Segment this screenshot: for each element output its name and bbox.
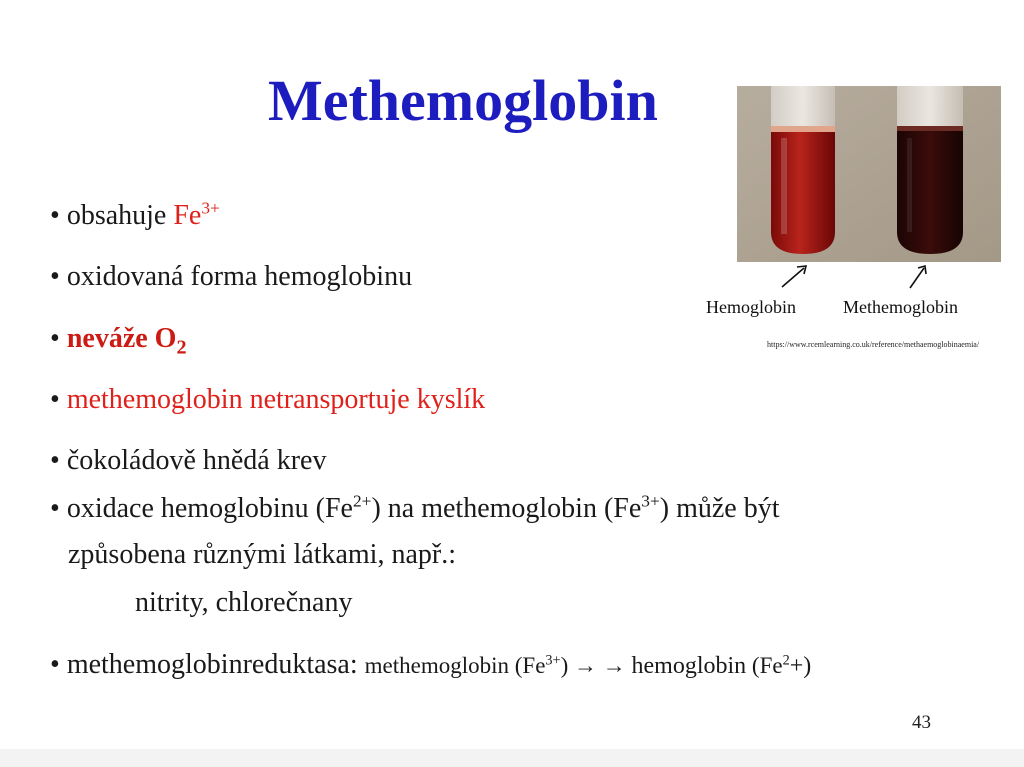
reaction-text: methemoglobin $(Fe^{3+})$ → → hemoglobin $(Fe^2+)$ bbox=[364, 652, 812, 679]
bullet-text: čokoládově hnědá krev bbox=[66, 445, 327, 476]
bullet-item-6-continuation: způsobena různými látkami, např.: bbox=[68, 539, 456, 570]
slide-footer-band bbox=[0, 749, 1024, 767]
bullet-text: oxidovaná forma hemoglobinu bbox=[66, 261, 413, 292]
bullet-item-6-examples: nitrity, chlorečnany bbox=[135, 587, 353, 618]
page-number: 43 bbox=[912, 712, 931, 733]
bullet-text: obsahuje bbox=[66, 200, 174, 231]
figure-source-url[interactable]: https://www.rcemlearning.co.uk/reference/methaemoglobinaemia/ bbox=[767, 340, 980, 349]
bullet-item-1 bbox=[50, 199, 220, 233]
bullet-marker: • bbox=[50, 323, 60, 354]
bullet-item-6 bbox=[50, 492, 780, 526]
arrow-up-right-icon bbox=[907, 264, 929, 290]
figure-caption-methemoglobin: Methemoglobin bbox=[843, 297, 958, 317]
bullet-marker: • bbox=[50, 493, 60, 524]
bullet-marker: • bbox=[50, 649, 60, 680]
bullet-text: neváže $O_2$ bbox=[66, 323, 187, 359]
bullet-marker: • bbox=[50, 445, 60, 476]
bullet-marker: • bbox=[50, 200, 60, 231]
bullet-text: methemoglobin netransportuje kyslík bbox=[66, 384, 486, 415]
iron-formula: $Fe^{3+}$ bbox=[173, 198, 220, 231]
bullet-marker: • bbox=[50, 261, 60, 292]
bullet-item-4 bbox=[50, 383, 485, 417]
bullet-item-3 bbox=[50, 322, 187, 359]
bullet-item-7 bbox=[50, 648, 811, 683]
arrow-up-right-icon bbox=[779, 264, 809, 290]
test-tubes-photo bbox=[737, 86, 1001, 262]
bullet-text: oxidace hemoglobinu $(Fe^{2+})$ na methemoglobin $(Fe^{3+})$ může být bbox=[66, 491, 780, 524]
bullet-marker: • bbox=[50, 384, 60, 415]
slide-title: Methemoglobin bbox=[268, 68, 658, 133]
bullet-item-5 bbox=[50, 444, 326, 478]
bullet-item-2 bbox=[50, 260, 412, 294]
enzyme-label: methemoglobinreduktasa: bbox=[66, 649, 365, 680]
test-tubes-illustration bbox=[737, 86, 1001, 262]
figure-caption-hemoglobin: Hemoglobin bbox=[706, 297, 796, 317]
